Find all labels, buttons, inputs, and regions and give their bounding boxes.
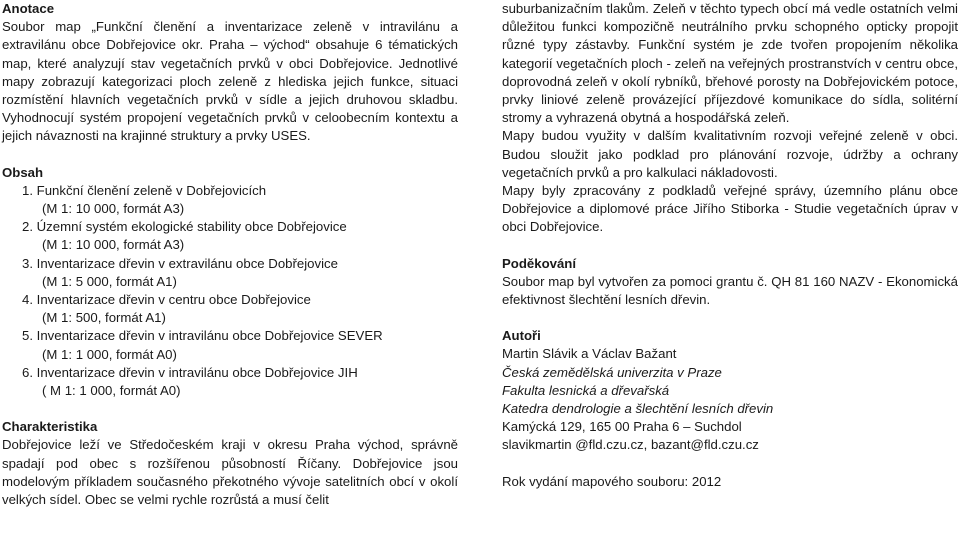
obsah-heading: Obsah: [2, 164, 44, 180]
list-item: [2, 291, 458, 327]
autori-heading: Autoři: [502, 328, 541, 344]
list-item-title: 4. Inventarizace dřevin v centru obce Dobřejovice: [22, 292, 311, 308]
maps-sources-text: Mapy byly zpracovány z podkladů veřejné správy, územního plánu obce Dobřejovice a diplomové práce Jiřího Stiborka - Studie vegetačních úprav v obci Dobřejovice.: [502, 183, 958, 235]
spacer: [2, 146, 458, 164]
author-emails[interactable]: slavikmartin @fld.czu.cz, bazant@fld.czu.cz: [502, 437, 759, 453]
podekovani-text: Soubor map byl vytvořen za pomoci grantu č. QH 81 160 NAZV - Ekonomická efektivnost šlechtění lesních dřevin.: [502, 273, 958, 308]
list-item-title: 5. Inventarizace dřevin v intravilánu obce Dobřejovice SEVER: [22, 328, 383, 344]
charakteristika-heading: Charakteristika: [2, 419, 98, 435]
author-university: Česká zemědělská univerzita v Praze: [502, 364, 722, 380]
author-department: Katedra dendrologie a šlechtění lesních dřevin: [502, 401, 774, 417]
charakteristika-continuation: suburbanizačním tlakům. Zeleň v těchto typech obcí má vedle ostatních velmi důležitou funkci kompozičně neutrálního prvku schopného opticky propojit různé typy zástavby. Funkční systém je zde tvořen propojením několika kategorií vegetačních ploch - zeleň na veřejných prostranstvích v centru obce, doprovodná zeleň v okolí rybníků, břehové porosty na Dobřejovickém potoce, prvky liniové zeleně provázející příjezdové komunikace do sídla, solitérní stromy a vyhrazená obytná a hospodářská zeleň.: [502, 1, 958, 126]
spacer: [502, 237, 958, 255]
list-item: [2, 327, 458, 363]
podekovani-heading: Poděkování: [502, 255, 577, 271]
author-address: Kamýcká 129, 165 00 Praha 6 – Suchdol: [502, 419, 742, 435]
author-names: Martin Slávik a Václav Bažant: [502, 346, 677, 362]
list-item-detail: (M 1: 5 000, formát A1): [42, 273, 177, 289]
list-item-detail: (M 1: 1 000, formát A0): [42, 346, 177, 362]
list-item: [2, 218, 458, 254]
anotace-text: Soubor map „Funkční členění a inventarizace zeleně v intravilánu a extravilánu obce Dobřejovice okr. Praha – východ“ obsahuje 6 tématických map, které analyzují stav vegetačních prvků v obci Dobřejovice. Jednotlivé mapy zobrazují kategorizaci ploch zeleně z hlediska jejich funkce, situaci rozmístění hlavních vegetačních prvků v sídle a jejich druhovou skladbu. Vyhodnocují systém propojení vegetačních prvků v celoobecním kontextu a jejich návaznosti na krajinné struktury a prvky USES.: [2, 19, 458, 144]
left-column: [2, 0, 458, 509]
maps-use-text: Mapy budou využity v dalším kvalitativním rozvoji veřejné zeleně v obci. Budou sloužit jako podklad pro plánování rozvoje, údržby a ochrany vegetačních prvků a pro kalkulaci nákladovosti.: [502, 128, 958, 180]
list-item-detail: (M 1: 10 000, formát A3): [42, 237, 185, 253]
contents-list: [2, 182, 458, 400]
list-item-detail: (M 1: 10 000, formát A3): [42, 201, 185, 217]
spacer: [2, 400, 458, 418]
publication-year: Rok vydání mapového souboru: 2012: [502, 473, 722, 489]
list-item-detail: ( M 1: 1 000, formát A0): [42, 383, 181, 399]
list-item-detail: (M 1: 500, formát A1): [42, 310, 166, 326]
list-item-title: 3. Inventarizace dřevin v extravilánu obce Dobřejovice: [22, 255, 338, 271]
anotace-heading: Anotace: [2, 1, 55, 16]
list-item-title: 6. Inventarizace dřevin v intravilánu obce Dobřejovice JIH: [22, 364, 358, 380]
spacer: [502, 309, 958, 327]
list-item-title: 1. Funkční členění zeleně v Dobřejovicích: [22, 182, 267, 198]
list-item: [2, 255, 458, 291]
list-item-title: 2. Územní systém ekologické stability obce Dobřejovice: [22, 219, 347, 235]
charakteristika-text: Dobřejovice leží ve Středočeském kraji v okresu Praha východ, správně spadají pod obec s rozšířenou působností Říčany. Dobřejovice jsou modelovým příkladem současného překotného vývoje satelitních obcí v okolí velkých sídel. Obec se velmi rychle rozrůstá a musí čelit: [2, 437, 458, 508]
list-item: [2, 364, 458, 400]
author-faculty: Fakulta lesnická a dřevařská: [502, 382, 670, 398]
spacer: [502, 455, 958, 473]
right-column: [502, 0, 958, 491]
list-item: [2, 182, 458, 218]
